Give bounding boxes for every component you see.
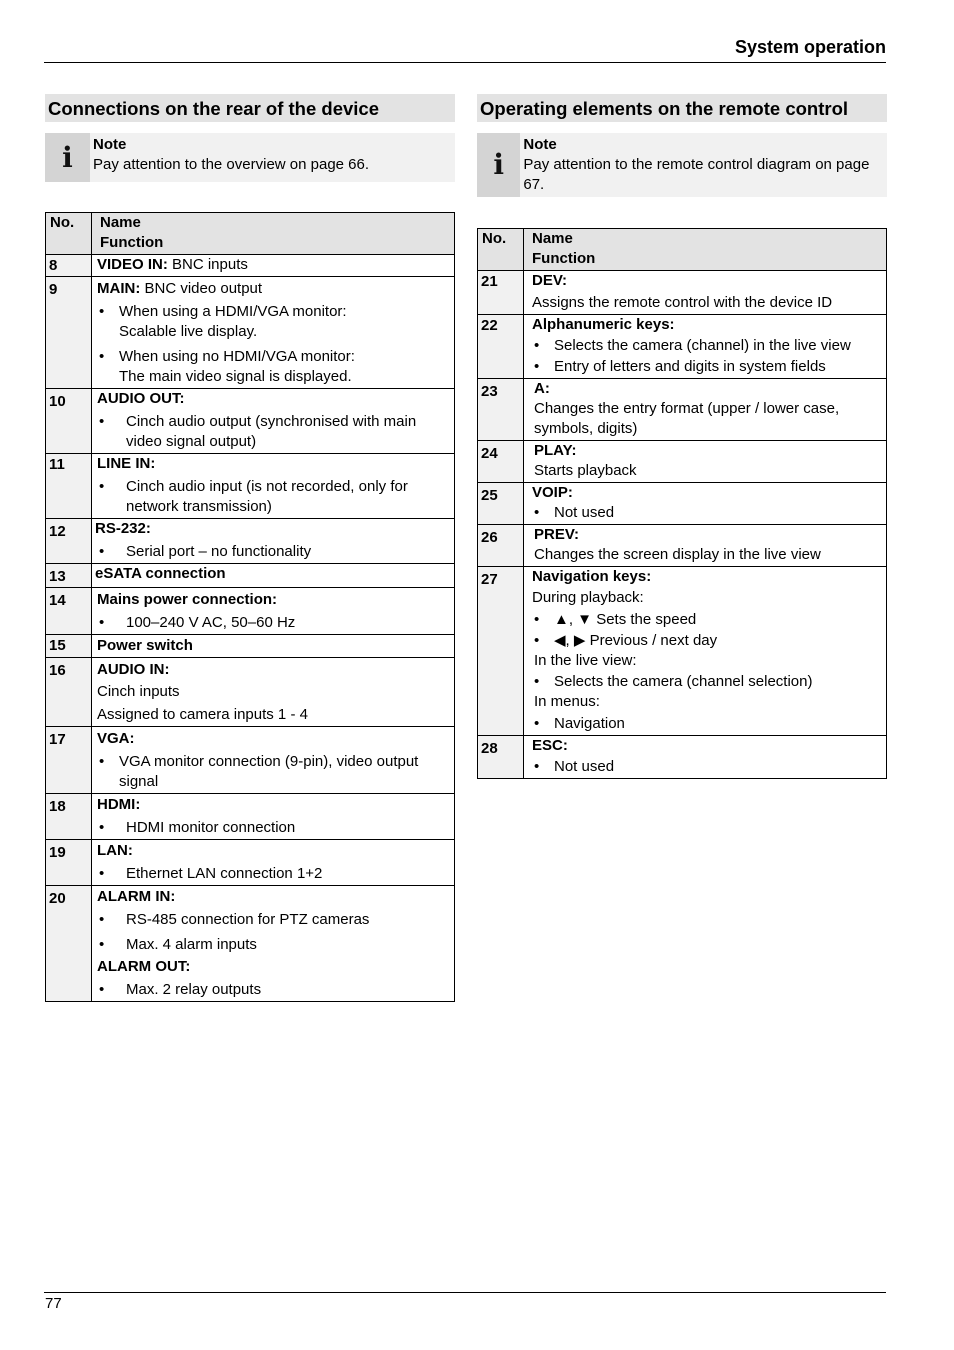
row-number: 21	[478, 271, 524, 315]
row-label: AUDIO OUT:	[97, 390, 185, 407]
row-content	[92, 886, 455, 1002]
table-row	[46, 794, 455, 840]
row-label: ALARM IN:	[97, 888, 176, 905]
table-row	[478, 483, 887, 525]
row-text: BNC inputs	[167, 256, 248, 273]
row-line: Changes the screen display in the live view	[534, 546, 821, 563]
list-item: • VGA monitor connection (9-pin), video output signal	[97, 752, 448, 792]
table-row	[478, 441, 887, 483]
row-number: 24	[478, 441, 524, 483]
row-content	[524, 271, 887, 315]
note-title: Note	[93, 136, 127, 153]
row-number: 20	[46, 886, 92, 1002]
column-header-name: Name	[100, 214, 141, 231]
info-icon: i	[62, 140, 73, 174]
table-row	[478, 567, 887, 736]
bullet-list	[97, 542, 448, 562]
table-row	[478, 525, 887, 567]
row-line: Cinch inputs	[97, 683, 180, 700]
row-number: 26	[478, 525, 524, 567]
column-header-function: Function	[100, 234, 164, 251]
note-box	[477, 133, 887, 197]
list-item: • Navigation	[532, 713, 880, 734]
row-number: 11	[46, 454, 92, 519]
note-body	[90, 133, 375, 182]
table-header-row	[46, 213, 455, 255]
row-number: 12	[46, 519, 92, 564]
header-rule	[44, 62, 886, 63]
row-label: LINE IN:	[97, 455, 156, 472]
list-item: • Selects the camera (channel selection)	[532, 671, 880, 692]
row-content	[524, 441, 887, 483]
table-row	[46, 454, 455, 519]
section-heading-remote-control: Operating elements on the remote control	[477, 94, 887, 122]
row-label: AUDIO IN:	[97, 661, 170, 678]
list-item: • HDMI monitor connection	[97, 818, 448, 838]
note-text: Pay attention to the overview on page 66.	[93, 156, 370, 173]
row-number: 25	[478, 483, 524, 525]
row-number: 22	[478, 315, 524, 379]
note-icon-cell	[477, 133, 520, 197]
row-content	[92, 519, 455, 564]
row-content	[92, 564, 455, 588]
row-number: 19	[46, 840, 92, 886]
table-row	[46, 564, 455, 588]
bullet-list	[97, 477, 448, 517]
row-number: 15	[46, 635, 92, 658]
list-item: • When using no HDMI/VGA monitor: The main video signal is displayed.	[97, 347, 448, 387]
row-content	[92, 635, 455, 658]
row-number: 18	[46, 794, 92, 840]
row-content	[92, 658, 455, 727]
row-label: Power switch	[97, 637, 193, 654]
remote-control-table	[477, 228, 887, 779]
list-item: • Not used	[532, 503, 880, 523]
row-line: In the live view:	[534, 651, 637, 669]
row-content	[92, 588, 455, 635]
list-item: • Serial port – no functionality	[97, 542, 448, 562]
row-number: 17	[46, 727, 92, 794]
row-number: 23	[478, 379, 524, 441]
row-label: ESC:	[532, 737, 568, 755]
list-item: • Selects the camera (channel) in the live view	[532, 335, 880, 356]
row-label: LAN:	[97, 842, 133, 859]
row-content	[524, 315, 887, 379]
table-row	[46, 255, 455, 277]
list-item: • Cinch audio input (is not recorded, only for network transmission)	[97, 477, 448, 517]
row-content	[524, 567, 887, 736]
row-content	[92, 794, 455, 840]
row-label: RS-232:	[95, 520, 151, 537]
list-item: • 100–240 V AC, 50–60 Hz	[97, 613, 448, 633]
row-label: MAIN:	[97, 280, 141, 297]
row-label: HDMI:	[97, 796, 141, 813]
row-number: 13	[46, 564, 92, 588]
row-content	[524, 483, 887, 525]
row-number: 14	[46, 588, 92, 635]
bullet-list	[97, 818, 448, 838]
row-content	[92, 389, 455, 454]
row-label: Alphanumeric keys:	[532, 316, 675, 333]
bullet-list	[532, 335, 880, 377]
page-header-title: System operation	[734, 37, 886, 57]
table-row	[46, 840, 455, 886]
column-header-name: Name	[532, 230, 573, 247]
list-item: • Not used	[532, 756, 880, 777]
bullet-list	[97, 864, 448, 884]
section-heading-rear-connections: Connections on the rear of the device	[45, 94, 455, 122]
table-row	[478, 315, 887, 379]
column-header-name-function	[92, 213, 455, 255]
table-row	[46, 886, 455, 1002]
column-header-no: No.	[46, 213, 92, 255]
row-line: In menus:	[534, 693, 600, 711]
row-number: 27	[478, 567, 524, 736]
bullet-list	[532, 609, 880, 651]
column-header-no: No.	[478, 229, 524, 271]
row-label: eSATA connection	[95, 565, 226, 582]
row-content	[92, 255, 455, 277]
table-row	[46, 635, 455, 658]
bullet-list	[532, 671, 880, 692]
row-label-secondary: ALARM OUT:	[97, 958, 191, 975]
row-content	[524, 525, 887, 567]
table-row	[46, 658, 455, 727]
row-label: DEV:	[532, 272, 568, 289]
row-content	[524, 379, 887, 441]
list-item: • ▲, ▼ Sets the speed	[532, 609, 880, 630]
row-label: VGA:	[97, 730, 135, 747]
column-header-function: Function	[532, 250, 596, 267]
bullet-list	[97, 302, 448, 387]
row-number: 9	[46, 277, 92, 389]
list-item: • Max. 4 alarm inputs	[97, 935, 448, 955]
info-icon: i	[493, 148, 504, 181]
row-number: 8	[46, 255, 92, 277]
table-row	[46, 389, 455, 454]
right-column	[477, 94, 887, 779]
bullet-list	[532, 713, 880, 734]
row-label: VOIP:	[532, 484, 573, 501]
row-line: Starts playback	[534, 462, 637, 479]
note-icon-cell	[45, 133, 90, 182]
bullet-list	[97, 412, 448, 452]
table-row	[478, 379, 887, 441]
page-number: 77	[45, 1295, 62, 1312]
bullet-list	[97, 910, 448, 955]
row-content	[92, 727, 455, 794]
table-row	[46, 727, 455, 794]
list-item: • Max. 2 relay outputs	[97, 980, 448, 1000]
row-content	[92, 454, 455, 519]
row-label: PREV:	[534, 526, 580, 543]
column-header-name-function	[524, 229, 887, 271]
list-item: • Entry of letters and digits in system fields	[532, 356, 880, 377]
table-row	[478, 271, 887, 315]
row-content	[524, 736, 887, 779]
row-number: 10	[46, 389, 92, 454]
bullet-list	[532, 756, 880, 777]
table-row	[478, 736, 887, 779]
list-item: • Cinch audio output (synchronised with main video signal output)	[97, 412, 448, 452]
row-label: Navigation keys:	[532, 568, 652, 585]
row-label: PLAY:	[534, 442, 577, 459]
list-item: • Ethernet LAN connection 1+2	[97, 864, 448, 884]
bullet-list	[97, 980, 448, 1000]
row-number: 28	[478, 736, 524, 779]
table-row	[46, 277, 455, 389]
bullet-list	[532, 503, 880, 523]
row-content	[92, 840, 455, 886]
row-line: Changes the entry format (upper / lower case, symbols, digits)	[534, 400, 840, 437]
row-line: During playback:	[532, 588, 644, 606]
row-text: BNC video output	[140, 280, 263, 297]
row-label: A:	[534, 380, 550, 397]
table-row	[46, 588, 455, 635]
row-line: Assigned to camera inputs 1 - 4	[97, 706, 308, 723]
table-header-row	[478, 229, 887, 271]
table-row	[46, 519, 455, 564]
bullet-list	[97, 613, 448, 633]
left-column	[45, 94, 455, 1002]
note-box	[45, 133, 455, 182]
footer-rule	[44, 1292, 886, 1293]
note-title: Note	[523, 136, 557, 153]
row-line: Assigns the remote control with the device ID	[532, 294, 833, 311]
bullet-list	[97, 752, 448, 792]
note-text: Pay attention to the remote control diagram on page 67.	[523, 156, 870, 193]
list-item: • RS-485 connection for PTZ cameras	[97, 910, 448, 930]
row-number: 16	[46, 658, 92, 727]
row-label: VIDEO IN:	[97, 256, 168, 273]
note-body	[520, 133, 887, 197]
list-item: • ◀, ▶ Previous / next day	[532, 630, 880, 651]
rear-connections-table	[45, 212, 455, 1002]
row-label: Mains power connection:	[97, 591, 278, 608]
list-item: • When using a HDMI/VGA monitor: Scalable live display.	[97, 302, 448, 342]
row-content	[92, 277, 455, 389]
